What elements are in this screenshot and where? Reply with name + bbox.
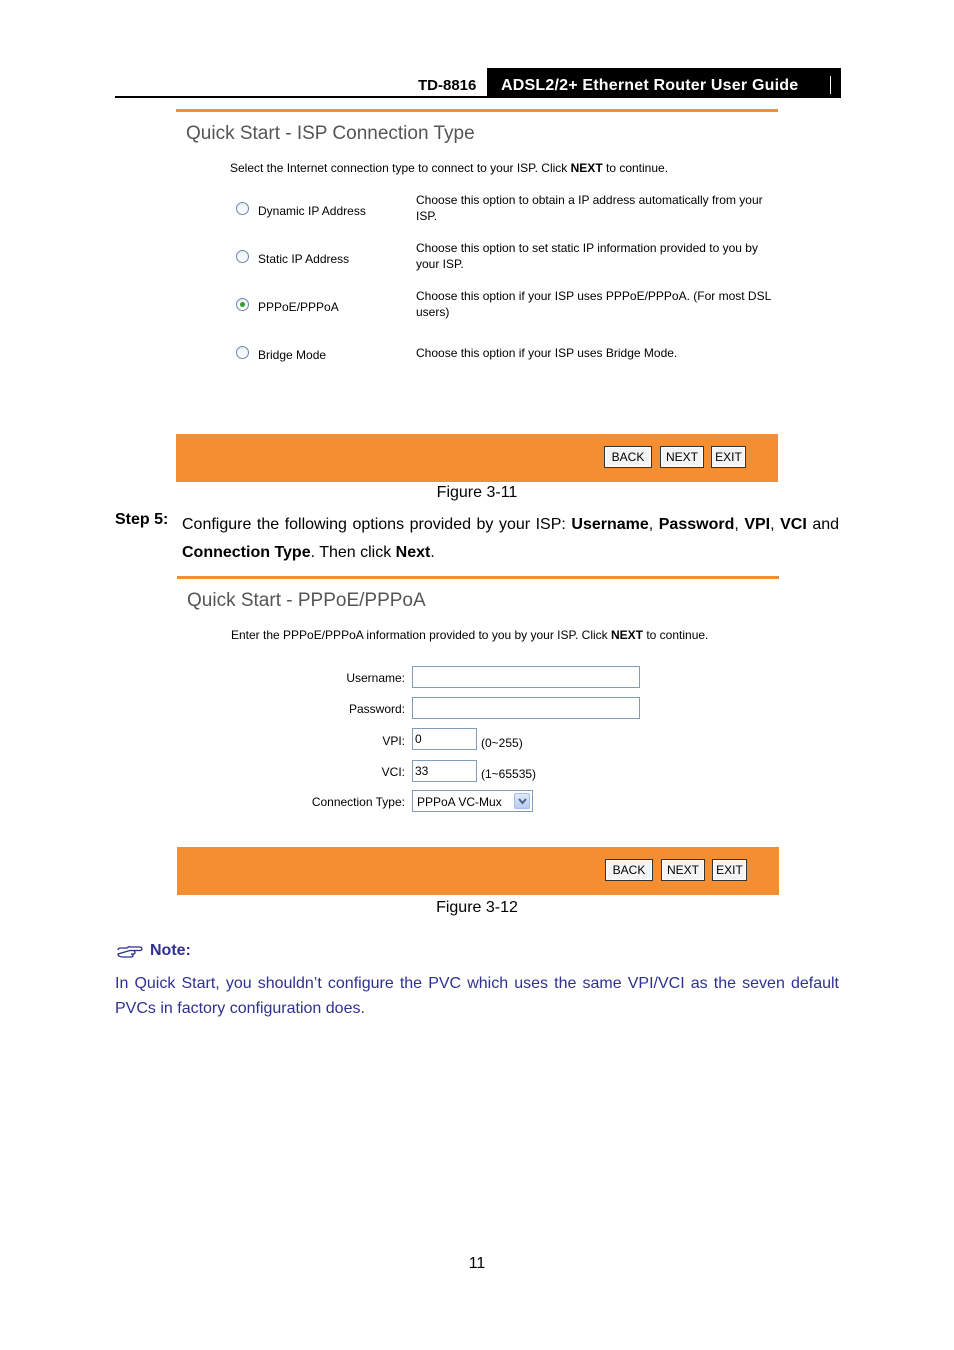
step-bold-username: Username bbox=[571, 516, 649, 533]
isp-connection-type-panel bbox=[176, 109, 778, 483]
guide-title-text: ADSL2/2+ Ethernet Router User Guide bbox=[501, 77, 799, 94]
connection-type-label: Connection Type: bbox=[311, 795, 405, 809]
option-desc-dynamic-ip: Choose this option to obtain a IP address automatically from your ISP. bbox=[416, 193, 763, 223]
intro-text: Enter the PPPoE/PPPoA information provided to you by your ISP. Click bbox=[231, 628, 611, 642]
option-label-bridge-mode: Bridge Mode bbox=[258, 348, 327, 362]
username-input[interactable] bbox=[412, 666, 640, 688]
step-bold-vpi: VPI bbox=[744, 516, 771, 533]
step-text bbox=[182, 511, 839, 567]
next-button[interactable]: NEXT bbox=[660, 446, 704, 468]
step-bold-vci: VCI bbox=[780, 516, 807, 533]
option-desc-static-ip: Choose this option to set static IP information provided to you by your ISP. bbox=[416, 241, 758, 271]
intro-bold: NEXT bbox=[610, 628, 643, 642]
radio-dynamic-ip[interactable] bbox=[236, 202, 249, 215]
password-input[interactable] bbox=[412, 697, 640, 719]
next-button[interactable]: NEXT bbox=[661, 859, 705, 881]
vpi-range: (0~255) bbox=[481, 736, 523, 750]
intro-bold: NEXT bbox=[570, 161, 603, 175]
note-text: In Quick Start, you shouldn’t configure the PVC which uses the same VPI/VCI as the seven default PVCs in factory configuration does. bbox=[115, 975, 839, 1017]
header-model: TD-8816 bbox=[418, 77, 477, 94]
intro-text-end: to continue. bbox=[643, 628, 709, 642]
password-label: Password: bbox=[348, 702, 405, 716]
option-desc-bridge-mode: Choose this option if your ISP uses Bridge Mode. bbox=[416, 346, 678, 360]
back-button[interactable]: BACK bbox=[604, 446, 652, 468]
option-label-pppoe-pppoa: PPPoE/PPPoA bbox=[258, 300, 339, 314]
vpi-label: VPI: bbox=[382, 734, 405, 748]
panel-title: Quick Start - ISP Connection Type bbox=[186, 123, 475, 144]
step-text-part: . Then click bbox=[310, 544, 396, 561]
step-text-part: and bbox=[806, 516, 840, 533]
step-text-part: , bbox=[770, 516, 781, 533]
figure-caption-3-12: Figure 3-12 bbox=[436, 899, 518, 916]
panel-intro bbox=[230, 161, 668, 175]
intro-text: Select the Internet connection type to connect to your ISP. Click bbox=[230, 161, 571, 175]
panel-title: Quick Start - PPPoE/PPPoA bbox=[187, 590, 426, 611]
figure-caption-3-11: Figure 3-11 bbox=[436, 484, 518, 501]
connection-type-value: PPPoA VC-Mux bbox=[417, 795, 502, 809]
header-rule bbox=[115, 96, 841, 98]
back-button[interactable]: BACK bbox=[605, 859, 653, 881]
step-text-part: . bbox=[430, 544, 435, 561]
step-text-part: , bbox=[648, 516, 659, 533]
step-label: Step 5: bbox=[115, 511, 169, 528]
exit-button[interactable]: EXIT bbox=[712, 859, 747, 881]
pointing-hand-icon bbox=[117, 945, 143, 964]
panel-footer bbox=[177, 847, 779, 895]
panel-footer bbox=[176, 434, 778, 482]
connection-type-select[interactable] bbox=[412, 790, 533, 812]
header-guide-title bbox=[487, 68, 841, 98]
page-number: 11 bbox=[468, 1255, 486, 1272]
intro-text-end: to continue. bbox=[602, 161, 669, 175]
panel-top-line bbox=[177, 576, 779, 579]
step-bold-password: Password bbox=[658, 516, 735, 533]
option-label-static-ip: Static IP Address bbox=[258, 252, 350, 266]
header-divider bbox=[830, 76, 831, 94]
step-text-part: Configure the following options provided by your ISP: bbox=[182, 516, 572, 533]
pppoe-pppoa-panel bbox=[177, 576, 779, 895]
panel-top-line bbox=[176, 109, 778, 112]
radio-bridge-mode[interactable] bbox=[236, 346, 249, 359]
username-label: Username: bbox=[346, 671, 405, 685]
panel-intro bbox=[231, 628, 708, 642]
step-bold-connection-type: Connection Type bbox=[182, 544, 311, 561]
step-text-part: , bbox=[734, 516, 745, 533]
vci-input[interactable] bbox=[412, 760, 477, 782]
vci-range: (1~65535) bbox=[481, 767, 537, 781]
radio-pppoe-pppoa[interactable] bbox=[236, 298, 249, 311]
vci-label: VCI: bbox=[381, 765, 405, 779]
exit-button[interactable]: EXIT bbox=[711, 446, 746, 468]
option-label-dynamic-ip: Dynamic IP Address bbox=[258, 204, 366, 218]
note-label: Note: bbox=[150, 942, 191, 959]
chevron-down-icon[interactable] bbox=[514, 793, 530, 809]
option-desc-pppoe-pppoa: Choose this option if your ISP uses PPPoE/PPPoA. (For most DSL users) bbox=[416, 289, 771, 319]
vpi-input[interactable] bbox=[412, 728, 477, 750]
radio-static-ip[interactable] bbox=[236, 250, 249, 263]
step-bold-next: Next bbox=[395, 544, 431, 561]
